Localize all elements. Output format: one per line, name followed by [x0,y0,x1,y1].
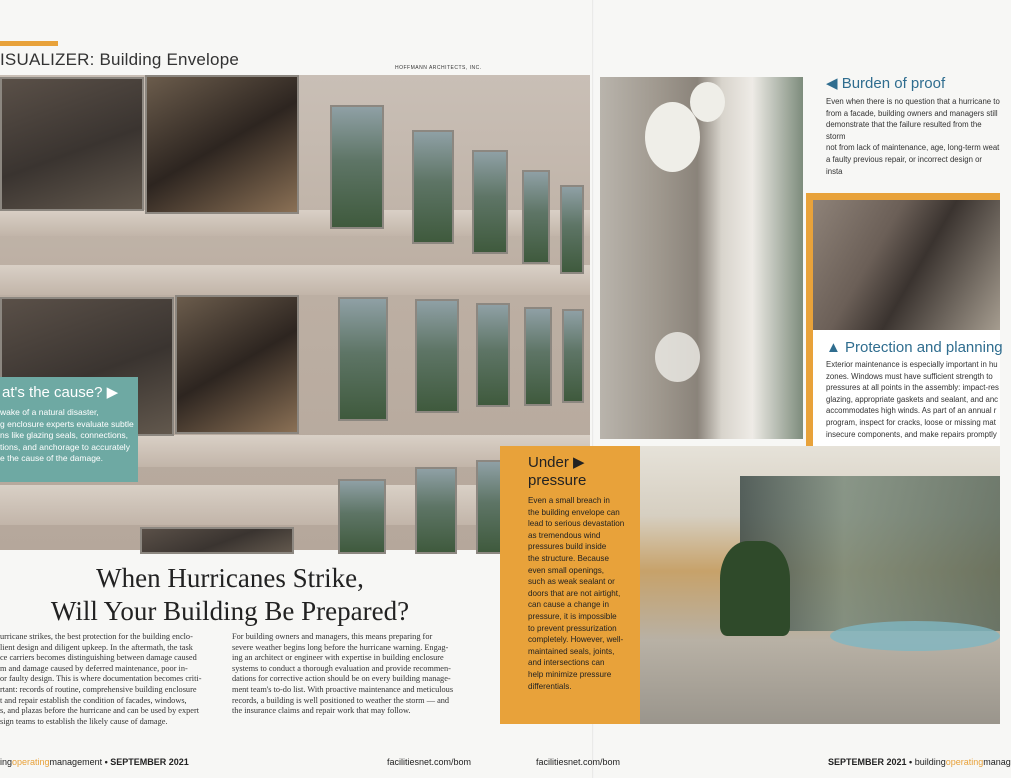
article-headline [30,562,430,628]
sealant-foam [690,82,725,122]
body-column-2: For building owners and managers, this means preparing for severe weather begins long before the hurricane warning. Engag- ing an architect or engineer with expertise in building enclosure systems to conduct a thorough evaluation and provide recommen- dations for corrective action should be on every building manage- ment team's to-do list. With proactive maintenance and meticulous records, a building is well positioned to weather the storm — and the insurance claims and repair work that may follow. [232,632,454,716]
accent-bar [0,41,58,46]
protection-title: ▲ Protection and planning [826,339,1003,356]
protection-body: Exterior maintenance is especially important in hu zones. Windows must have sufficient strength to pressures at all points in the assembly: impact-res glazing, appropriate gaskets and sealant, and anc accommodates high winds. As part of an annual r program, inspect for cracks, loose or missing mat insecure components, and make repairs promptly [826,360,999,439]
cause-sidebar [0,377,138,482]
headline-line-2: Will Your Building Be Prepared? [50,596,410,626]
potted-plant [720,541,790,636]
window-pane [412,130,454,244]
footer-brand-start: building [914,757,946,767]
footer-url-right[interactable]: facilitiesnet.com/bom [536,757,621,767]
window-pane [562,309,584,403]
facade-band [0,265,590,295]
window-frame-photo [813,200,1000,330]
footer-right [828,757,1011,767]
footer-brand-end: management [49,757,103,767]
photo-credit: HOFFMANN ARCHITECTS, INC. [395,65,482,71]
window-pane [560,185,584,274]
window-pane [524,307,552,406]
burden-body: Even when there is no question that a hurricane to from a facade, building owners and managers still demonstrate that the failure resulted from the storm not from lack of maintenance, age, long-term weat a faulty previous repair, or incorrect design or insta [826,97,1000,176]
footer-brand-mid: operating [12,757,50,767]
footer-issue-right: SEPTEMBER 2021 • [828,757,915,767]
footer-url-left[interactable]: facilitiesnet.com/bom [387,757,472,767]
sealant-foam [655,332,700,382]
window-pane [522,170,550,264]
pressure-title: Under ▶ pressure [528,454,587,489]
window-pane [0,77,144,211]
window-pane [330,105,384,229]
window-pane [476,303,510,407]
window-pane [415,299,459,413]
damaged-column-photo [600,77,803,439]
pressure-body: Even a small breach in the building envelope can lead to serious devastation as tremendous wind pressures build inside the structure. Because even small openings, such as weak sealant or doors that are not airtight, can cause a change in pressure, it is impossible to prevent pressurization completely. However, well- maintained seals, joints, and intersections can help minimize pressure differentials. [528,496,625,691]
window-pane [338,479,386,554]
broken-window [175,295,299,434]
body-column-1: urricane strikes, the best protection for the building enclo- lient design and diligent upkeep. In the aftermath, the task ce carriers becomes distinguishing between damage caused m and damage caused by deferred maintenance, poor in- or faulty design. This is where documentation becomes criti- rtant: records of routine, comprehensive building enclosure t and repair establish the condition of facades, windows, s, and plazas before the hurricane and can be used by expert sign teams to establish the likely cause of damage. [0,632,202,726]
cause-body: wake of a natural disaster, g enclosure experts evaluate subtle ns like glazing seals, connections, tions, and anchorage to accurately e the cause of the damage. [0,407,134,463]
footer-issue: • SEPTEMBER 2021 [102,757,189,767]
pool-water [830,621,1000,651]
footer-brand-end-right: manag [983,757,1011,767]
footer-brand-mid-right: operating [945,757,984,767]
footer-brand-prefix: ing [0,757,13,767]
window-pane [415,467,457,554]
section-label: ISUALIZER: Building Envelope [0,50,240,69]
headline-line-1: When Hurricanes Strike, [96,563,364,593]
broken-window [145,75,299,214]
footer-left [0,757,189,767]
window-pane [140,527,294,554]
pressure-sidebar [500,446,640,724]
burden-title: ◀ Burden of proof [826,75,946,92]
window-pane [472,150,508,254]
window-pane [338,297,388,421]
cause-title: at's the cause? ▶ [2,384,119,401]
flooded-lobby-photo [600,446,1000,724]
